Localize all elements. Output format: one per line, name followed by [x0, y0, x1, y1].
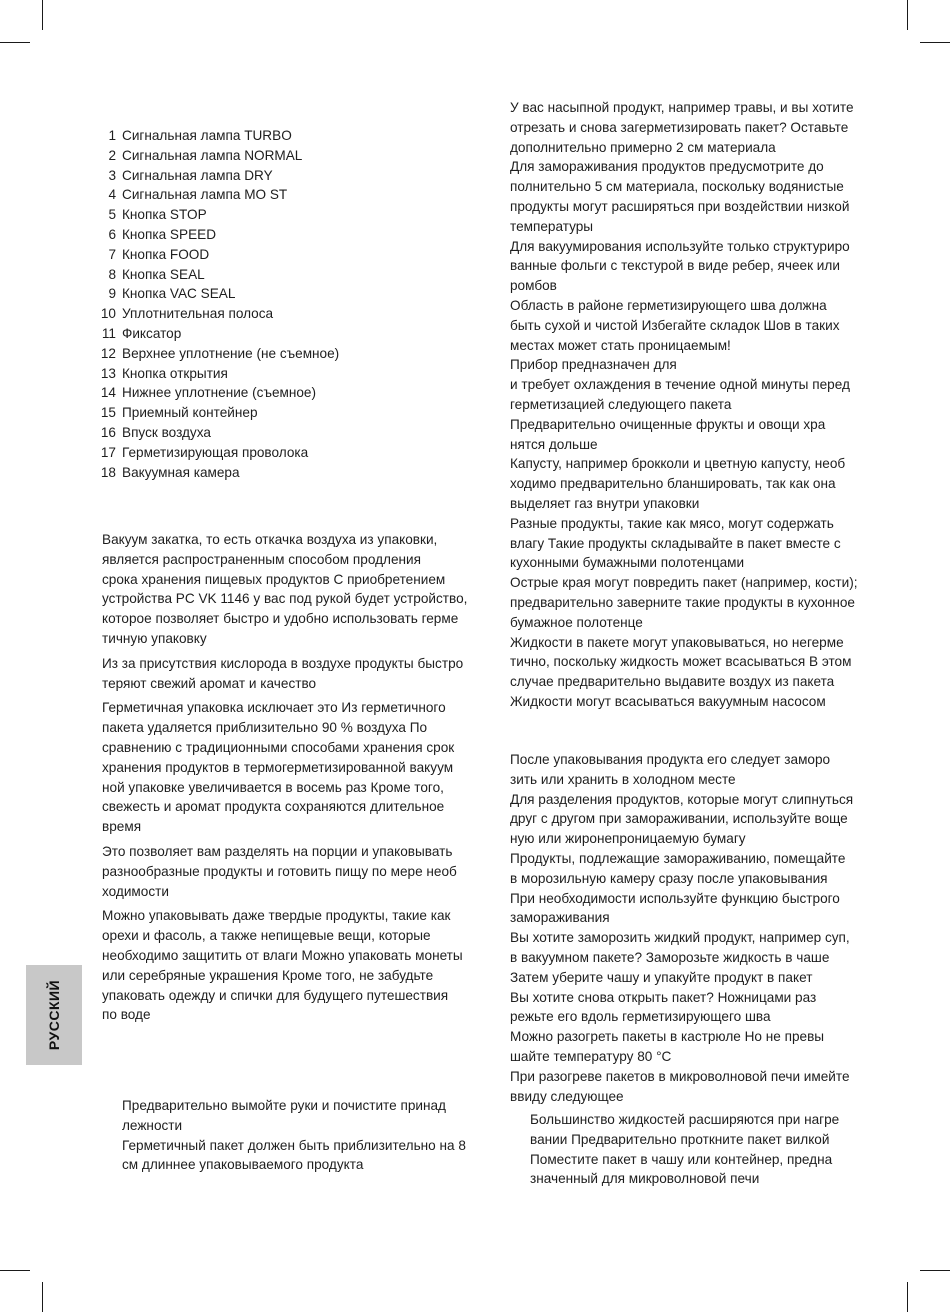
part-number: 4: [108, 187, 116, 203]
part-label: Кнопка SEAL: [122, 266, 205, 282]
parts-list-item: [100, 185, 339, 205]
text-line: значенный для микроволновой печи: [530, 1171, 760, 1187]
text-line: Продукты, подлежащие замораживанию, помещайте: [510, 850, 846, 866]
parts-list-item: [100, 423, 339, 443]
text-line: Можно упаковывать даже твердые продукты, такие как: [102, 908, 451, 924]
text-line: Для разделения продуктов, которые могут слипнуться: [510, 791, 854, 807]
part-label: Кнопка FOOD: [122, 246, 210, 262]
text-line: предварительно заверните такие продукты в кухонное: [510, 594, 855, 610]
text-line: дополнительно примерно 2 см материала: [510, 139, 776, 155]
text-line: Предварительно очищенные фрукты и овощи хра: [510, 416, 826, 432]
text-line: тичную упаковку: [102, 630, 207, 646]
text-line: влагу Такие продукты складывайте в пакет вместе с: [510, 535, 841, 551]
part-label: Кнопка VAC SEAL: [122, 286, 236, 302]
text-line: Разные продукты, такие как мясо, могут содержать: [510, 515, 834, 531]
text-line: замораживания: [510, 910, 610, 926]
preparation-section: [122, 1096, 472, 1175]
text-line: ромбов: [510, 278, 557, 294]
part-number: 6: [108, 226, 116, 242]
part-label: Вакуумная камера: [122, 464, 240, 480]
text-line: устройства PC VK 1146 у вас под рукой будет устройство,: [102, 591, 468, 607]
part-label: Сигнальная лампа NORMAL: [122, 147, 303, 163]
text-line: Герметичный пакет должен быть приблизительно на 8: [122, 1137, 466, 1153]
parts-list-item: [100, 324, 339, 344]
text-line: режьте его вдоль герметизирующего шва: [510, 1009, 771, 1025]
text-line: ходимости: [102, 883, 169, 899]
parts-list-item: [100, 344, 339, 364]
part-label: Нижнее уплотнение (съемное): [122, 385, 317, 401]
crop-mark: [907, 1282, 908, 1312]
text-line: Область в районе герметизирующего шва должна: [510, 297, 827, 313]
parts-list-item: [100, 443, 339, 463]
parts-list-item: [100, 383, 339, 403]
part-number: 1: [108, 128, 116, 143]
crop-mark: [42, 1282, 43, 1312]
microwave-notes: [530, 1110, 860, 1189]
parts-list-item: [100, 265, 339, 285]
text-line: отрезать и снова загерметизировать пакет? Оставьте: [510, 119, 849, 135]
text-line: см длиннее упаковываемого продукта: [122, 1157, 364, 1173]
part-label: Сигнальная лампа DRY: [122, 167, 273, 183]
text-line: температуры: [510, 218, 594, 234]
text-line: У вас насыпной продукт, например травы, и вы хотите: [510, 100, 854, 115]
text-line: Предварительно вымойте руки и почистите принад: [122, 1098, 446, 1113]
text-line: тично, поскольку жидкость может всасываться В этом: [510, 654, 852, 670]
intro-paragraph: [102, 842, 472, 901]
crop-mark: [920, 1270, 950, 1271]
text-line: Вакуум закатка, то есть откачка воздуха из упаковки,: [102, 532, 438, 547]
text-line: Это позволяет вам разделять на порции и упаковывать: [102, 843, 453, 859]
text-line: Вы хотите заморозить жидкий продукт, например суп,: [510, 930, 850, 946]
text-line: кухонными бумажными полотенцами: [510, 555, 745, 571]
part-number: 2: [108, 147, 116, 163]
crop-mark: [0, 42, 30, 43]
part-number: 9: [108, 286, 116, 302]
parts-list-item: [100, 205, 339, 225]
text-line: срока хранения пищевых продуктов С приобретением: [102, 571, 446, 587]
text-line: местах может стать проницаемым!: [510, 337, 731, 353]
text-line: свежесть и аромат продукта сохраняются длительное: [102, 799, 445, 815]
packaging-tips-section: [510, 98, 860, 712]
crop-mark: [920, 42, 950, 43]
text-line: по воде: [102, 1007, 151, 1023]
part-label: Впуск воздуха: [122, 424, 211, 440]
language-tab: [26, 965, 82, 1065]
parts-list-item: [100, 284, 339, 304]
intro-paragraph: [102, 530, 472, 649]
text-line: пакета удаляется приблизительно 90 % воздуха По: [102, 720, 428, 736]
text-line: Поместите пакет в чашу или контейнер, предна: [530, 1151, 833, 1167]
language-tab-label: РУССКИЙ: [46, 979, 62, 1051]
parts-list-item: [100, 225, 339, 245]
text-line: Для вакуумирования используйте только структуриро: [510, 238, 850, 254]
part-number: 5: [108, 207, 116, 223]
part-number: 8: [108, 266, 116, 282]
text-line: быть сухой и чистой Избегайте складок Шов в таких: [510, 317, 840, 333]
part-label: Сигнальная лампа TURBO: [122, 128, 292, 143]
text-line: сравнению с традиционными способами хранения срок: [102, 739, 455, 755]
part-number: 13: [100, 365, 116, 381]
part-number: 10: [100, 306, 116, 322]
text-line: или серебряные украшения Кроме того, не забудьте: [102, 967, 434, 983]
text-line: Затем уберите чашу и упакуйте продукт в пакет: [510, 969, 813, 985]
part-label: Кнопка открытия: [122, 365, 228, 381]
text-line: необходимо защитить от влаги Можно упаковать монеты: [102, 947, 463, 963]
text-line: Большинство жидкостей расширяются при нагре: [530, 1112, 840, 1127]
intro-paragraph: [102, 654, 472, 694]
text-line: полнительно 5 см материала, поскольку водянистые: [510, 179, 844, 195]
text-line: ной упаковке увеличивается в восемь раз Кроме того,: [102, 779, 444, 795]
parts-list-item: [100, 304, 339, 324]
part-label: Фиксатор: [122, 325, 182, 341]
text-line: ходимо предварительно бланшировать, так как она: [510, 476, 836, 492]
text-line: и требует охлаждения в течение одной минуты перед: [510, 377, 850, 393]
part-label: Кнопка STOP: [122, 207, 207, 223]
part-label: Уплотнительная полоса: [122, 306, 274, 322]
text-line: ную или жиронепроницаемую бумагу: [510, 831, 746, 847]
text-line: При разогреве пакетов в микроволновой печи имейте: [510, 1068, 850, 1084]
intro-paragraph: [102, 906, 472, 1025]
part-number: 14: [100, 385, 116, 401]
crop-mark: [0, 1270, 30, 1271]
text-line: ванные фольги с текстурой в виде ребер, ячеек или: [510, 258, 840, 274]
text-line: нятся дольше: [510, 436, 598, 452]
part-label: Верхнее уплотнение (не съемное): [122, 345, 340, 361]
parts-list-item: [100, 146, 339, 166]
text-line: Для замораживания продуктов предусмотрите до: [510, 159, 824, 175]
parts-list-item: [100, 463, 339, 483]
text-line: зить или хранить в холодном месте: [510, 771, 736, 787]
text-line: упаковать одежду и спички для будущего путешествия: [102, 987, 449, 1003]
part-number: 15: [100, 405, 116, 421]
text-line: орехи и фасоль, а также непищевые вещи, которые: [102, 928, 431, 944]
text-line: Герметичная упаковка исключает это Из герметичного: [102, 700, 446, 716]
part-label: Сигнальная лампа MO ST: [122, 187, 288, 203]
text-line: лежности: [122, 1117, 183, 1133]
text-line: является распространенным способом продления: [102, 551, 421, 567]
parts-list: [100, 126, 339, 482]
text-line: продукты могут расширяться при воздействии низкой: [510, 198, 850, 214]
part-number: 7: [108, 246, 116, 262]
text-line: в вакуумном пакете? Заморозьте жидкость в чаше: [510, 949, 830, 965]
text-line: которое позволяет быстро и удобно использовать герме: [102, 611, 459, 627]
text-line: разнообразные продукты и готовить пищу по мере необ: [102, 863, 457, 879]
parts-list-item: [100, 126, 339, 146]
storage-section: [510, 750, 860, 1106]
text-line: время: [102, 819, 142, 835]
text-line: случае предварительно выдавите воздух из пакета: [510, 674, 835, 690]
crop-mark: [907, 0, 908, 30]
text-line: в морозильную камеру сразу после упаковывания: [510, 870, 828, 886]
crop-mark: [42, 0, 43, 30]
parts-list-item: [100, 364, 339, 384]
text-line: теряют свежий аромат и качество: [102, 675, 317, 691]
intro-section: [102, 530, 472, 1030]
text-line: друг с другом при замораживании, используйте воще: [510, 811, 848, 827]
text-line: Из за присутствия кислорода в воздухе продукты быстро: [102, 655, 464, 671]
text-line: При необходимости используйте функцию быстрого: [510, 890, 840, 906]
part-label: Герметизирующая проволока: [122, 444, 309, 460]
text-line: шайте температуру 80 °C: [510, 1048, 672, 1064]
text-line: бумажное полотенце: [510, 614, 643, 630]
parts-list-item: [100, 166, 339, 186]
text-line: Можно разогреть пакеты в кастрюле Но не превы: [510, 1029, 825, 1045]
text-line: ввиду следующее: [510, 1088, 624, 1104]
text-line: Капусту, например брокколи и цветную капусту, необ: [510, 456, 846, 472]
part-number: 12: [100, 345, 116, 361]
part-number: 3: [108, 167, 116, 183]
parts-list-item: [100, 403, 339, 423]
part-label: Кнопка SPEED: [122, 226, 217, 242]
part-number: 17: [100, 444, 116, 460]
text-line: выделяет газ внутри упаковки: [510, 495, 700, 511]
text-line: После упаковывания продукта его следует заморо: [510, 752, 831, 767]
part-number: 11: [101, 325, 116, 341]
text-line: Жидкости в пакете могут упаковываться, но негерме: [510, 634, 844, 650]
text-line: хранения продуктов в термогерметизированной вакуум: [102, 759, 454, 775]
text-line: Острые края могут повредить пакет (например, кости);: [510, 575, 858, 591]
intro-paragraph: [102, 698, 472, 837]
part-label: Приемный контейнер: [122, 405, 258, 421]
part-number: 16: [100, 424, 116, 440]
text-line: Вы хотите снова открыть пакет? Ножницами раз: [510, 989, 817, 1005]
text-line: вании Предварительно проткните пакет вилкой: [530, 1131, 830, 1147]
part-number: 18: [100, 464, 116, 480]
text-line: герметизацией следующего пакета: [510, 396, 732, 412]
text-line: Жидкости могут всасываться вакуумным насосом: [510, 693, 826, 709]
parts-list-item: [100, 245, 339, 265]
text-line: Прибор предназначен для: [510, 357, 677, 373]
